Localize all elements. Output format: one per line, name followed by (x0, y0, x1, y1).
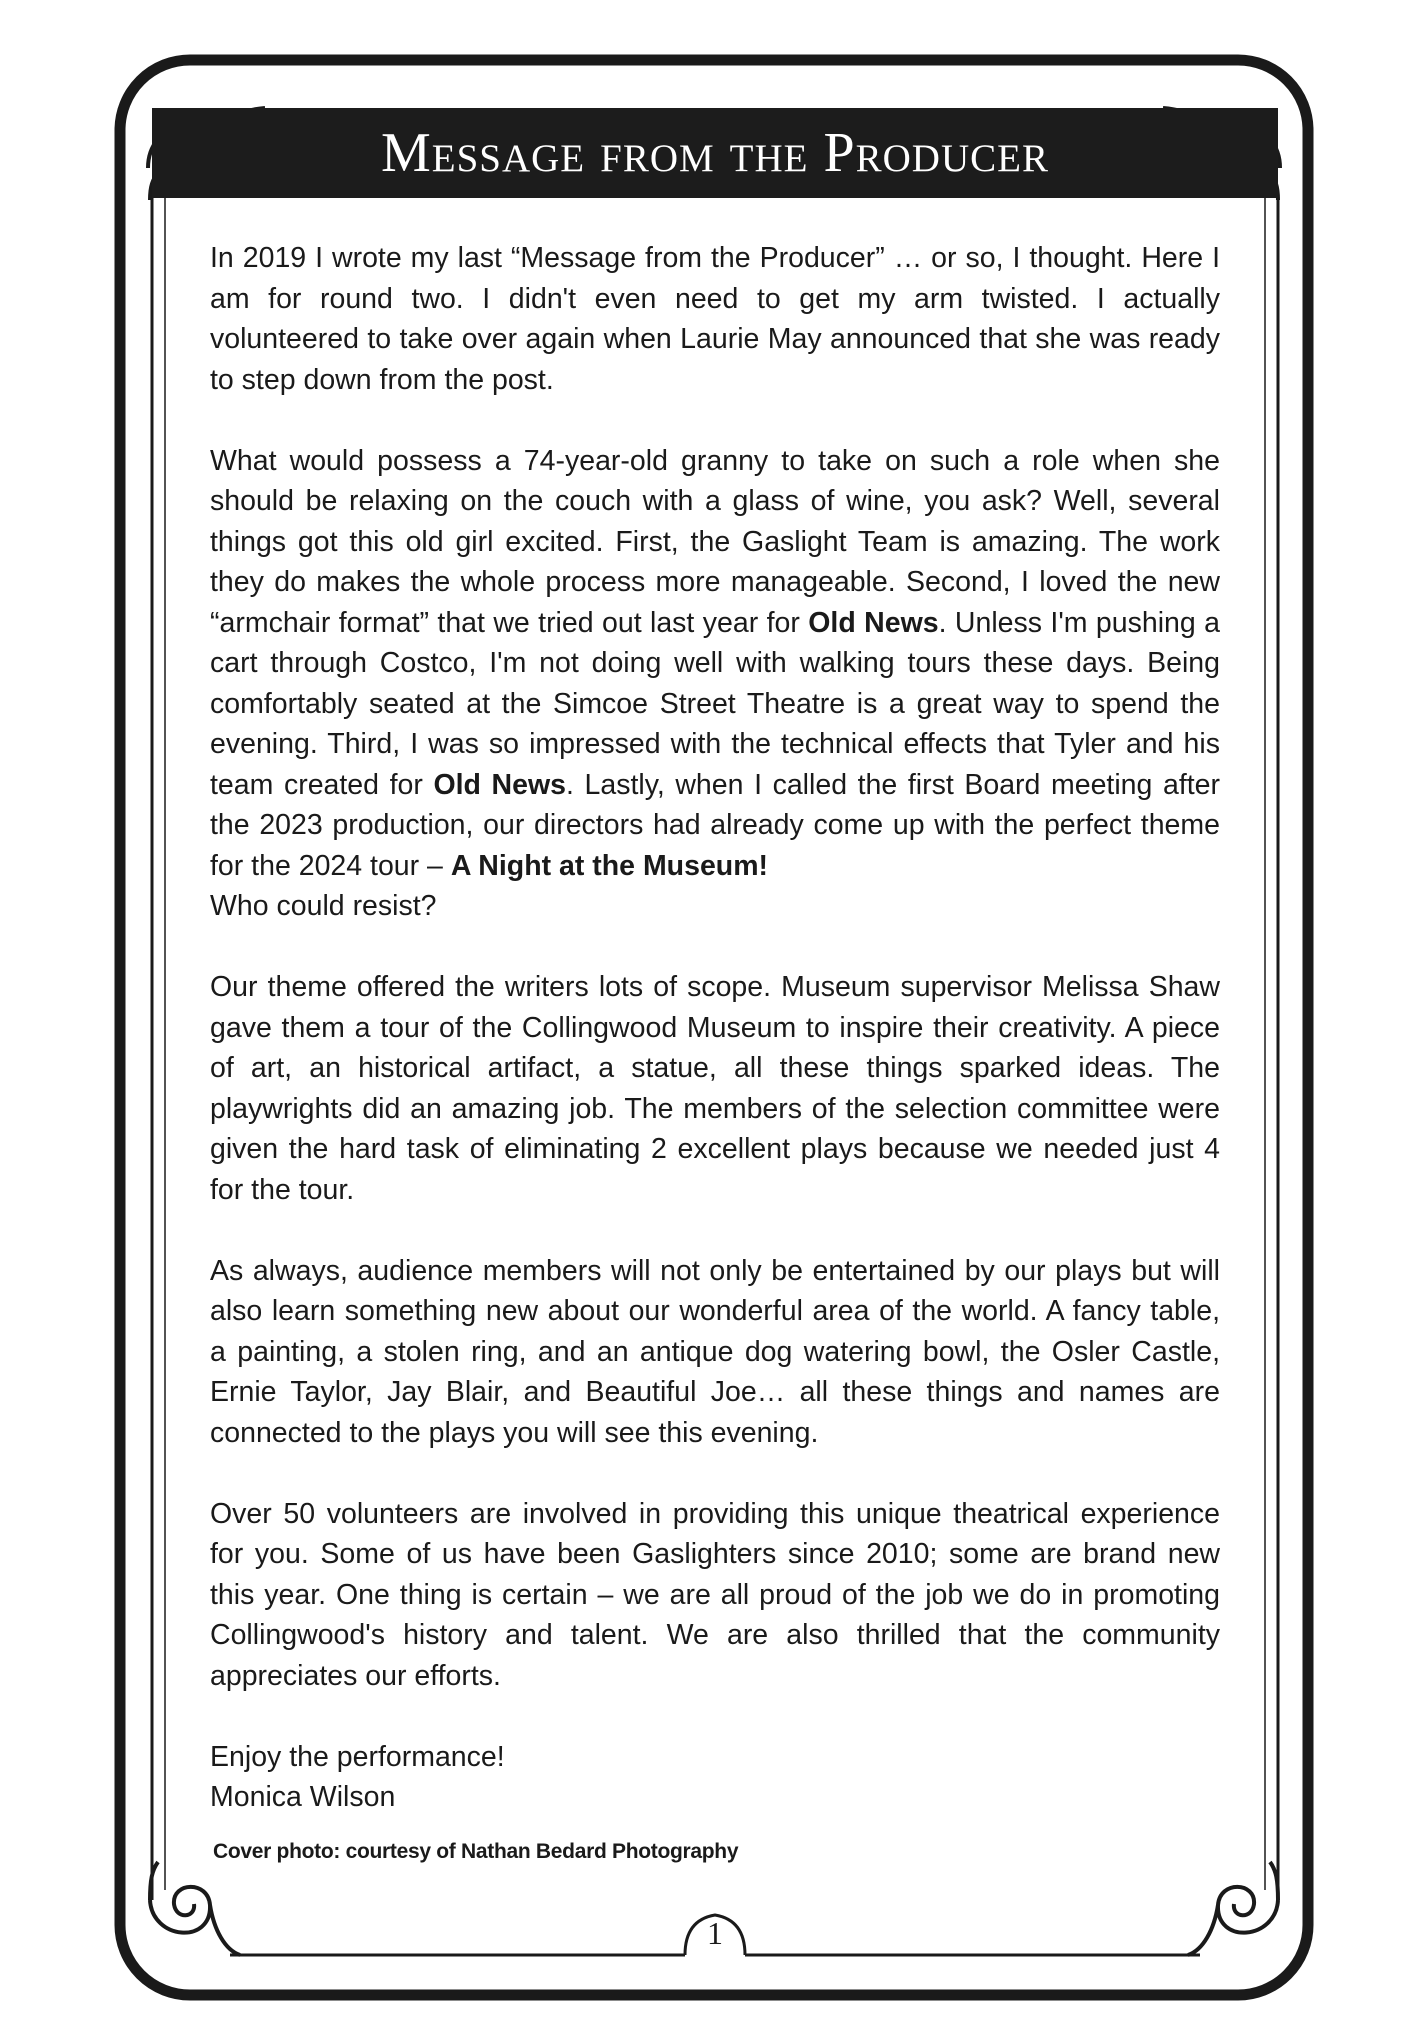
paragraph-reasons-text: . Lastly, when I called the first Board meeting after the 2023 production, our directors had already come up with the perfect theme for the 2024 tour – (210, 768, 1220, 882)
paragraph-intro: In 2019 I wrote my last “Message from the Producer” … or so, I thought. Here I am for round two. I didn't even need to get my arm twisted. I actually volunteered to take over again when Laurie May announced that she was ready to step down from the post. (210, 242, 1220, 396)
paragraph-volunteers: Over 50 volunteers are involved in providing this unique theatrical experience for you. Some of us have been Gaslighters since 2010; some are brand new this year. One thing is certain – we are all proud of the job we do in promoting Collingwood's history and talent. We are also thrilled that the community appreciates our efforts. (210, 1497, 1220, 1692)
paragraph-reasons-closing: Who could resist? (210, 890, 437, 922)
paragraph-reasons-text: What would possess a 74-year-old granny to take on such a role when she should be relaxing on the couch with a glass of wine, you ask? Well, several things got this old girl excited. First, the Gaslight Team is amazing. The work they do makes the whole process more manageable. Second, I loved the new “armchair format” that we tried out last year for (210, 444, 1220, 639)
bold-title-old-news: Old News (808, 606, 939, 639)
paragraph-reasons-text: . Unless I'm pushing a cart through Costco, I'm not doing well with walking tours these days. Being comfortably seated at the Simcoe Street Theatre is a great way to spend the evening. Third, I was so impressed with the technical effects that Tyler and his team created for (210, 606, 1220, 801)
paragraph-reasons (210, 441, 1220, 927)
bold-title-old-news: Old News (433, 768, 566, 801)
signoff-closing: Enjoy the performance! (210, 1740, 505, 1773)
page-number: 1 (707, 1915, 723, 1951)
bold-theme-title: A Night at the Museum! (450, 849, 769, 882)
signoff-name: Monica Wilson (210, 1781, 396, 1813)
photo-credit: Cover photo: courtesy of Nathan Bedard Photography (213, 1840, 739, 1863)
signoff (210, 1737, 1220, 1818)
paragraph-theme: Our theme offered the writers lots of scope. Museum supervisor Melissa Shaw gave them a tour of the Collingwood Museum to inspire their creativity. A piece of art, an historical artifact, a statue, all these things sparked ideas. The playwrights did an amazing job. The members of the selection committee were given the hard task of eliminating 2 excellent plays because we needed just 4 for the tour. (210, 971, 1220, 1206)
page-title: Message from the Producer (380, 122, 1049, 184)
letter-body (210, 238, 1220, 1818)
paragraph-audience: As always, audience members will not only be entertained by our plays but will also learn something new about our wonderful area of the world. A fancy table, a painting, a stolen ring, and an antique dog watering bowl, the Osler Castle, Ernie Taylor, Jay Blair, and Beautiful Joe… all these things and names are connected to the plays you will see this evening. (210, 1254, 1220, 1449)
